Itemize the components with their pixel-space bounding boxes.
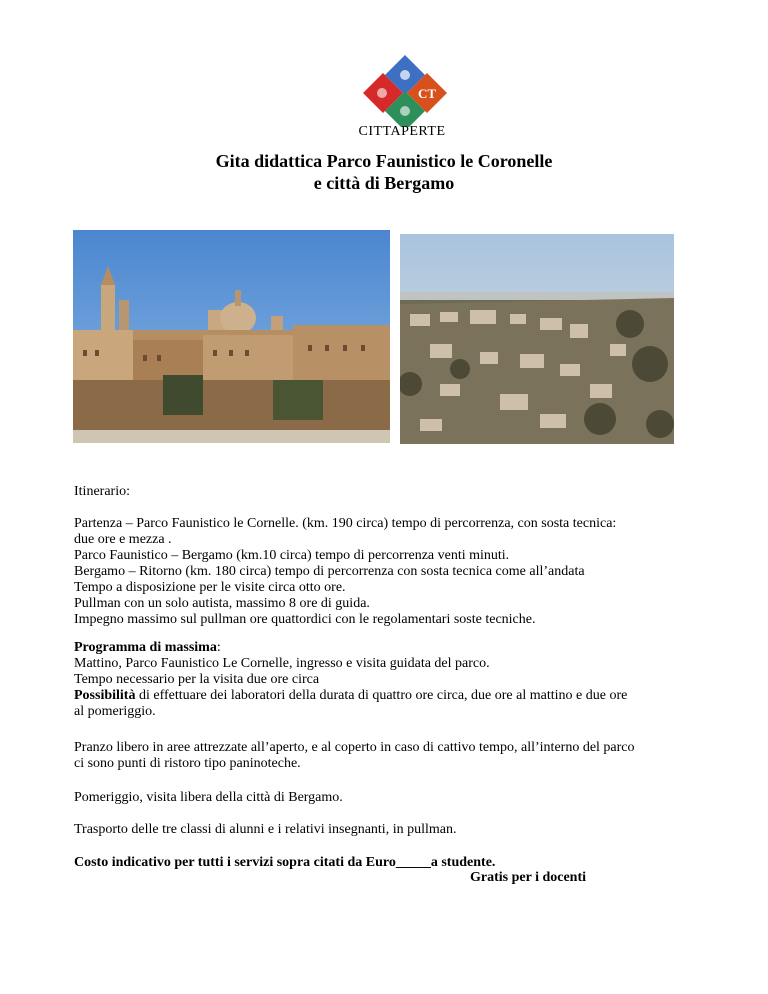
pomeriggio-text: Pomeriggio, visita libera della città di Bergamo. [74,790,343,805]
pranzo-line: Pranzo libero in aree attrezzate all’aperto, e al coperto in caso di cattivo tempo, all’interno del parco [74,740,635,755]
page-title-line-2: e città di Bergamo [313,173,455,193]
pranzo-section [74,740,714,772]
trasporto-text: Trasporto delle tre classi di alunni e i relativi insegnanti, in pullman. [74,822,457,837]
programma-line: al pomeriggio. [74,704,156,719]
programma-line: Mattino, Parco Faunistico Le Cornelle, ingresso e visita guidata del parco. [74,656,490,671]
itinerario-line: Tempo a disposizione per le visite circa otto ore. [74,580,346,595]
itinerario-list [74,516,714,628]
programma-line: Tempo necessario per la visita due ore circa [74,672,320,687]
logo-badge: CT [417,86,437,101]
page-title-line-1: Gita didattica Parco Faunistico le Coronelle [215,151,553,171]
logo-wordmark: CITTAPERTE [358,124,446,139]
programma-section [74,640,714,720]
programma-heading-colon: : [216,640,221,655]
pranzo-line: ci sono punti di ristoro tipo paninoteche. [74,756,301,771]
itinerario-line: Impegno massimo sul pullman ore quattordici con le regolamentari soste tecniche. [74,612,536,627]
itinerario-line: Pullman con un solo autista, massimo 8 ore di guida. [74,596,370,611]
bergamo-citta-alta-photo [73,230,390,443]
programma-heading [74,640,714,656]
gratis-docenti: Gratis per i docenti [470,870,587,885]
itinerario-line: due ore e mezza . [74,532,172,547]
itinerario-line: Parco Faunistico – Bergamo (km.10 circa) tempo di percorrenza venti minuti. [74,548,510,563]
possibilita-text: di effettuare dei laboratori della durata di quattro ore circa, due ore al mattino e due ore [135,688,628,703]
itinerario-heading: Itinerario: [74,484,130,499]
programma-possibilita [74,688,714,704]
costo-line: Costo indicativo per tutti i servizi sopra citati da Euro_____a studente. [74,855,496,870]
bergamo-panorama-photo [400,234,674,444]
possibilita-bold: Possibilità [74,688,136,703]
itinerario-line: Partenza – Parco Faunistico le Cornelle. (km. 190 circa) tempo di percorrenza, con sosta tecnica: [74,516,617,531]
itinerario-line: Bergamo – Ritorno (km. 180 circa) tempo di percorrenza con sosta tecnica come all’andata [74,564,585,579]
programma-heading-bold: Programma di massima [74,640,217,655]
